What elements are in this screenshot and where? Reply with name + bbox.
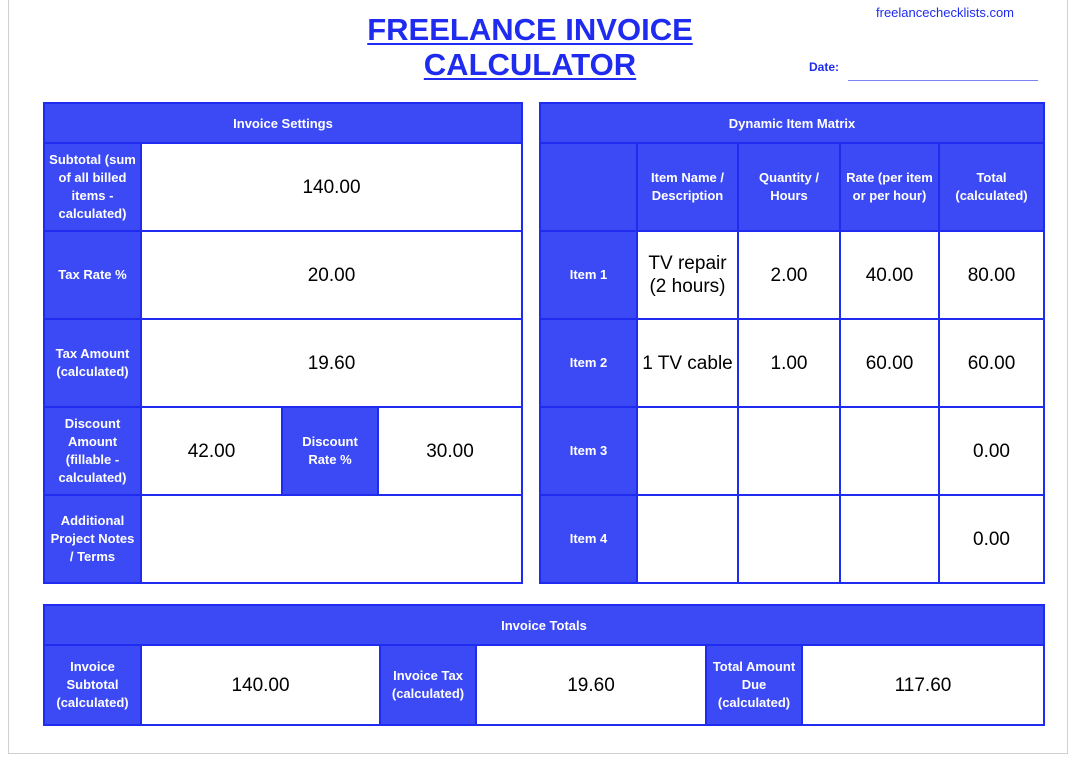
notes-field[interactable] (142, 496, 521, 582)
item-row-label: Item 1 (541, 232, 636, 318)
item-name-field[interactable]: 1 TV cable (638, 320, 737, 406)
invoice-settings-table (43, 102, 523, 584)
item-rate-field[interactable] (841, 496, 938, 582)
item-row-label: Item 2 (541, 320, 636, 406)
col-header-quantity: Quantity / Hours (739, 144, 839, 230)
col-header-total: Total (calculated) (940, 144, 1043, 230)
item-matrix-table (539, 102, 1045, 584)
item-name-field[interactable] (638, 496, 737, 582)
invoice-tax-value: 19.60 (477, 646, 705, 724)
discount-amount-label: Discount Amount (fillable - calculated) (45, 408, 140, 494)
total-due-label: Total Amount Due (calculated) (707, 646, 801, 724)
title-line-2: CALCULATOR (423, 47, 637, 82)
tax-rate-label: Tax Rate % (45, 232, 140, 318)
item-quantity-field[interactable] (739, 496, 839, 582)
item-total-value: 0.00 (940, 408, 1043, 494)
col-header-rate: Rate (per item or per hour) (841, 144, 938, 230)
invoice-subtotal-value: 140.00 (142, 646, 379, 724)
item-rate-field[interactable] (841, 408, 938, 494)
title-line-1: FREELANCE INVOICE (367, 12, 693, 47)
discount-amount-field[interactable]: 42.00 (142, 408, 281, 494)
item-total-value: 0.00 (940, 496, 1043, 582)
item-row-label: Item 4 (541, 496, 636, 582)
item-name-field[interactable]: TV repair (2 hours) (638, 232, 737, 318)
item-quantity-field[interactable]: 1.00 (739, 320, 839, 406)
date-field[interactable] (848, 80, 1038, 81)
website-link[interactable]: freelancechecklists.com (876, 5, 1014, 20)
notes-label: Additional Project Notes / Terms (45, 496, 140, 582)
matrix-corner (541, 144, 636, 230)
tax-amount-value: 19.60 (142, 320, 521, 406)
invoice-subtotal-label: Invoice Subtotal (calculated) (45, 646, 140, 724)
page-title (330, 12, 730, 82)
col-header-name: Item Name / Description (638, 144, 737, 230)
item-rate-field[interactable]: 60.00 (841, 320, 938, 406)
totals-heading: Invoice Totals (45, 606, 1043, 644)
item-quantity-field[interactable]: 2.00 (739, 232, 839, 318)
item-name-field[interactable] (638, 408, 737, 494)
item-quantity-field[interactable] (739, 408, 839, 494)
total-due-value: 117.60 (803, 646, 1043, 724)
item-total-value: 80.00 (940, 232, 1043, 318)
subtotal-value: 140.00 (142, 144, 521, 230)
item-total-value: 60.00 (940, 320, 1043, 406)
subtotal-label: Subtotal (sum of all billed items - calculated) (45, 144, 140, 230)
invoice-tax-label: Invoice Tax (calculated) (381, 646, 475, 724)
discount-rate-label: Discount Rate % (283, 408, 377, 494)
date-label: Date: (809, 60, 840, 74)
item-rate-field[interactable]: 40.00 (841, 232, 938, 318)
invoice-totals-table (43, 604, 1045, 726)
matrix-heading: Dynamic Item Matrix (541, 104, 1043, 142)
tax-rate-field[interactable]: 20.00 (142, 232, 521, 318)
discount-rate-field[interactable]: 30.00 (379, 408, 521, 494)
item-row-label: Item 3 (541, 408, 636, 494)
tax-amount-label: Tax Amount (calculated) (45, 320, 140, 406)
settings-heading: Invoice Settings (45, 104, 521, 142)
